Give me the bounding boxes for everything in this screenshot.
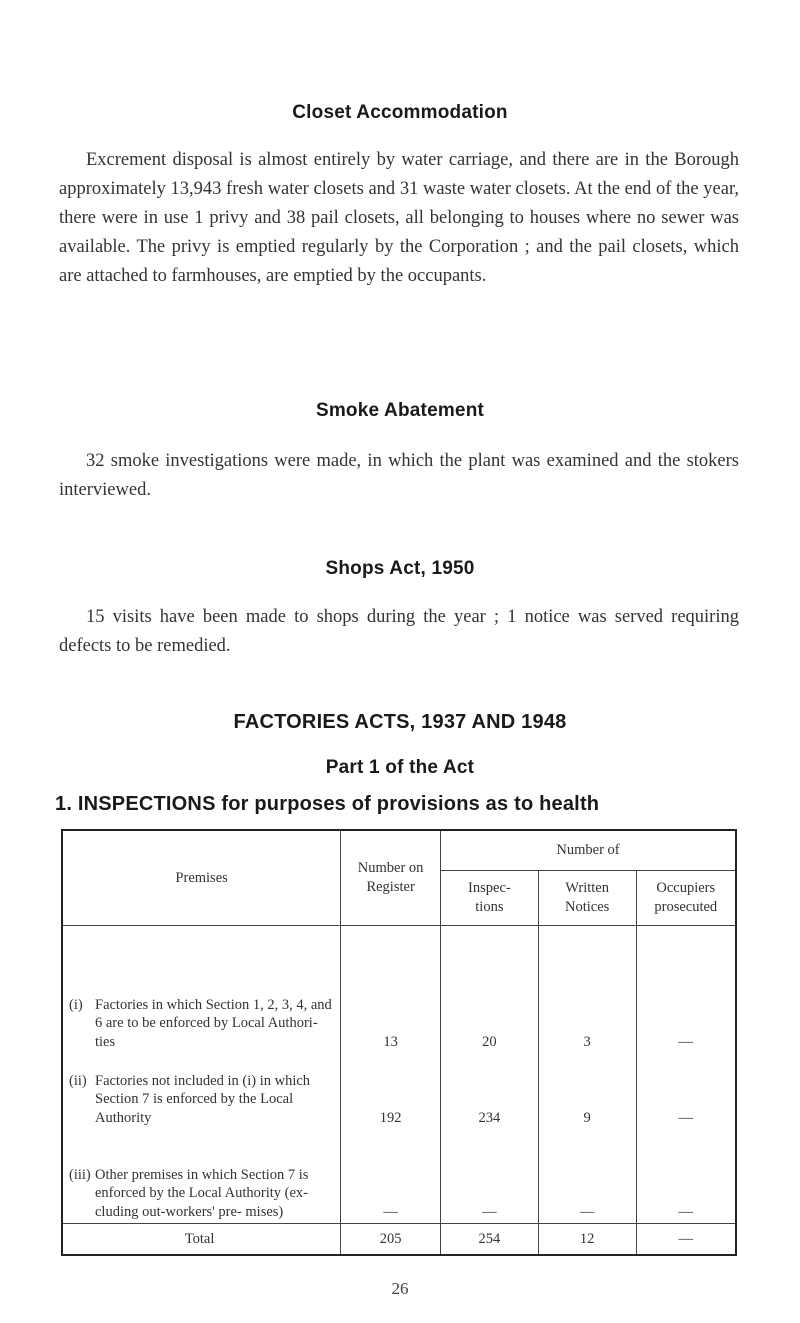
header-inspections [441,871,539,926]
header-number-on-register-text: Number on Register [357,860,424,895]
shops-act-heading: Shops Act, 1950 [325,558,475,579]
total-inspections: 254 [441,1224,539,1256]
row-inspections: — [441,1129,539,1224]
page-number: 26 [391,1279,409,1298]
row-notices: 9 [538,1053,636,1129]
inspections-table [61,829,737,1256]
row-notices: — [538,1129,636,1224]
header-inspections-text: Inspec- tions [468,880,511,915]
row-notices: 3 [538,926,636,1054]
row-register: 13 [341,926,441,1054]
header-written-notices [538,871,636,926]
total-label: Total [62,1224,341,1256]
row-premises-cell [62,1129,341,1224]
header-written-notices-text: Written Notices [564,880,610,915]
total-prosecuted: — [636,1224,736,1256]
row-premises-cell [62,926,341,1054]
row-number: (iii) [69,1166,91,1183]
smoke-abatement-heading: Smoke Abatement [315,400,485,421]
inspections-heading: 1. INSPECTIONS for purposes of provisions as to health [55,793,600,815]
closet-accommodation-heading: Closet Accommodation [292,102,508,123]
row-prosecuted: — [636,1053,736,1129]
row-number: (i) [69,996,83,1013]
header-occupiers-prosecuted-text: Occupiers prosecuted [654,880,718,915]
row-premises-cell [62,1053,341,1129]
row-premises-text: Factories not included in (i) in which Section 7 is enforced by the Local Authority [95,1072,311,1126]
row-prosecuted: — [636,1129,736,1224]
row-inspections: 20 [441,926,539,1054]
row-premises-text: Other premises in which Section 7 is enforced by the Local Authority (ex- cluding out-workers' pre- mises) [95,1166,309,1220]
table-row [62,1053,736,1129]
row-premises-text: Factories in which Section 1, 2, 3, 4, and 6 are to be enforced by Local Authori- ties [95,996,332,1050]
row-register: 192 [341,1053,441,1129]
total-register: 205 [341,1224,441,1256]
table-row [62,1129,736,1224]
closet-accommodation-paragraph: Excrement disposal is almost entirely by water carriage, and there are in the Borough approximately 13,943 fresh water closets and 31 waste water closets. At the end of the year, there were in use 1 privy and 38 pail closets, all belonging to houses where no sewer was available. The privy is emptied regularly by the Corporation ; and the pail closets, which are attached to farmhouses, are emptied by the occupants. [59,150,739,286]
total-notices: 12 [538,1224,636,1256]
header-number-on-register [341,830,441,926]
header-premises: Premises [62,830,341,926]
row-number: (ii) [69,1072,87,1089]
row-inspections: 234 [441,1053,539,1129]
row-prosecuted: — [636,926,736,1054]
smoke-abatement-paragraph: 32 smoke investigations were made, in which the plant was examined and the stokers interviewed. [59,451,739,500]
shops-act-paragraph: 15 visits have been made to shops during the year ; 1 notice was served requiring defects to be remedied. [59,607,739,656]
header-occupiers-prosecuted [636,871,736,926]
table-row [62,926,736,1054]
row-register: — [341,1129,441,1224]
part-heading: Part 1 of the Act [325,757,475,778]
total-row [62,1224,736,1256]
header-number-of: Number of [441,830,736,871]
factories-acts-heading: FACTORIES ACTS, 1937 AND 1948 [233,711,567,733]
